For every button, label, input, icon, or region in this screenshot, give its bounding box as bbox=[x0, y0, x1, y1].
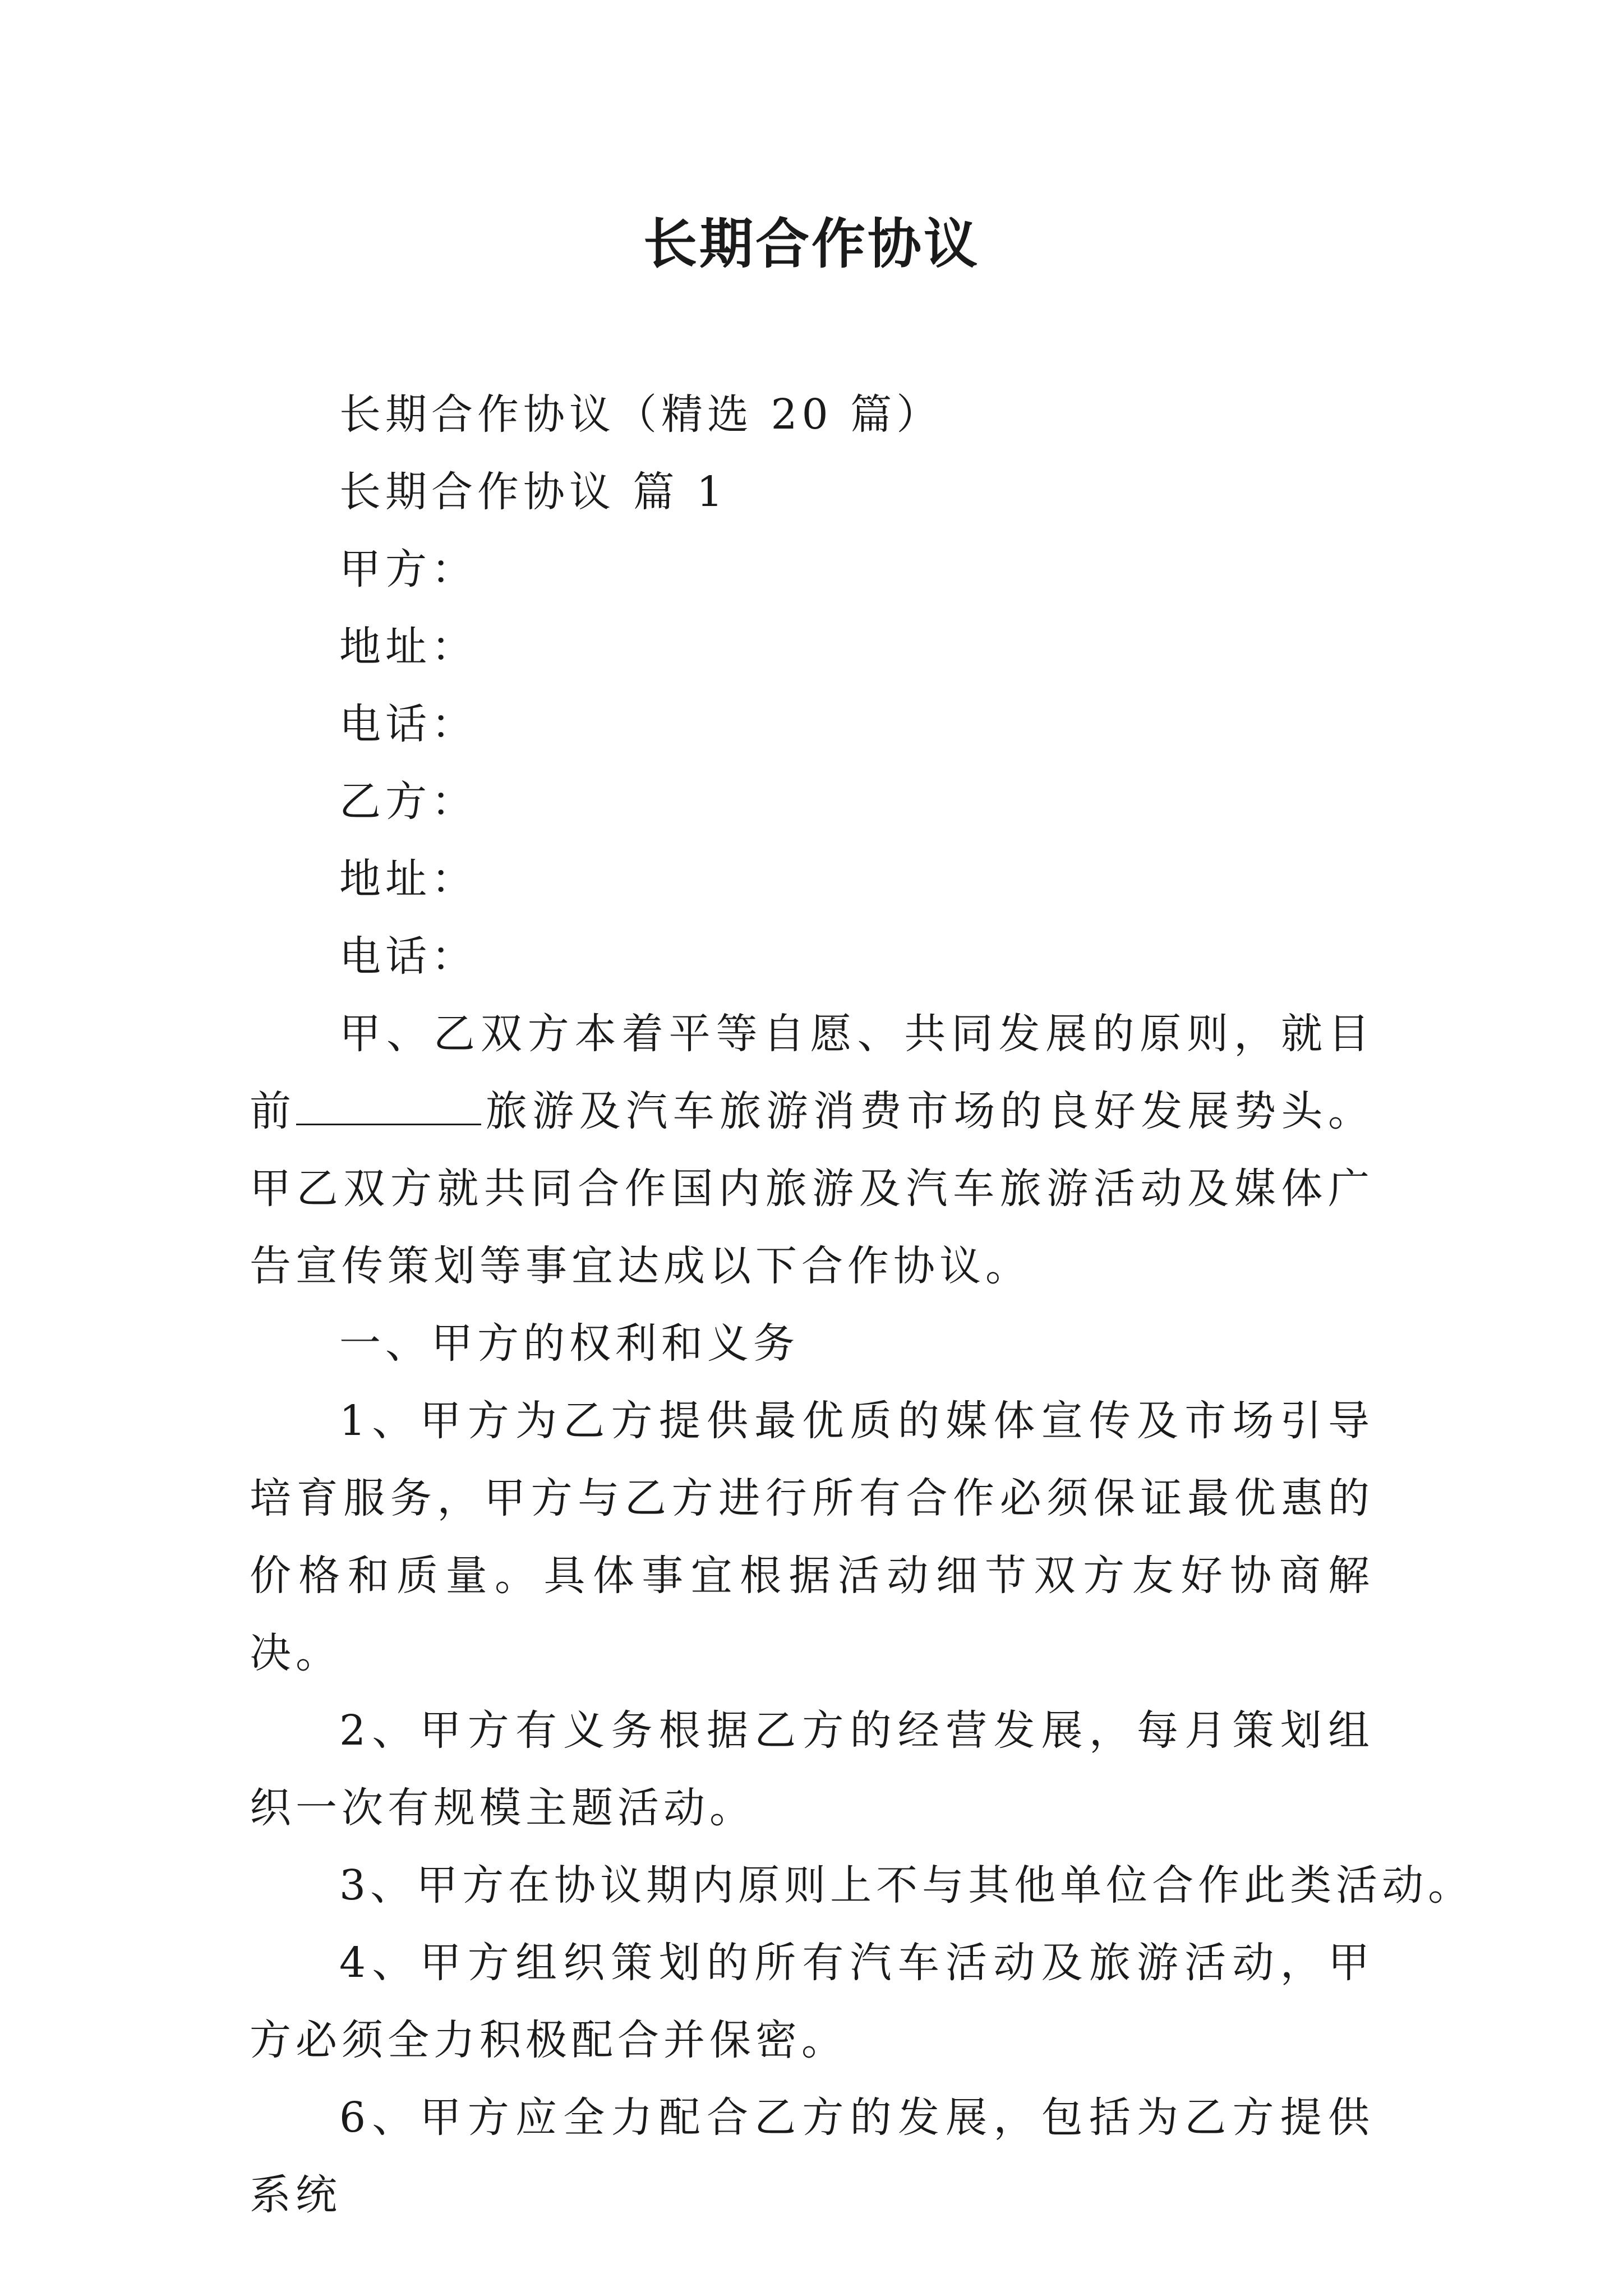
clause-3: 3、甲方在协议期内原则上不与其他单位合作此类活动。 bbox=[339, 1861, 1474, 1910]
clause-1: 1、甲方为乙方提供最优质的媒体宣传及市场引导培育服务，甲方与乙方进行所有合作必须保证最优惠的价格和质量。具体事宜根据活动细节双方友好协商解决。 bbox=[250, 1397, 1374, 1677]
document-body bbox=[250, 376, 1474, 2234]
party-a-phone-label: 电话： bbox=[339, 700, 477, 748]
intro-paragraph-rest: 旅游及汽车旅游消费市场的良好发展势头。甲乙双方就共同合作国内旅游及汽车旅游活动及媒体广告宣传策划等事宜达成以下合作协议。 bbox=[250, 1087, 1375, 1290]
party-a-address-label: 地址： bbox=[339, 623, 477, 671]
party-b-phone-label: 电话： bbox=[339, 932, 477, 981]
intro-paragraph bbox=[250, 995, 1374, 1305]
chapter-heading: 长期合作协议 篇 1 bbox=[339, 468, 728, 516]
party-b-label: 乙方： bbox=[339, 777, 477, 826]
clause-2: 2、甲方有义务根据乙方的经营发展，每月策划组织一次有规模主题活动。 bbox=[250, 1706, 1374, 1832]
section-heading: 一、甲方的权利和义务 bbox=[339, 1319, 799, 1368]
party-b-address-label: 地址： bbox=[339, 855, 477, 903]
blank-underline bbox=[296, 1090, 481, 1125]
clause-4: 4、甲方组织策划的所有汽车活动及旅游活动，甲方必须全力积极配合并保密。 bbox=[250, 1939, 1374, 2064]
document-title: 长期合作协议 bbox=[643, 212, 980, 275]
intro-paragraph-start: 甲、乙双方本着平等自愿、共同发展的原则，就目前 bbox=[250, 1010, 1374, 1135]
subtitle-line: 长期合作协议（精选 20 篇） bbox=[339, 390, 943, 439]
clause-6: 6、甲方应全力配合乙方的发展，包括为乙方提供系统 bbox=[250, 2093, 1374, 2219]
party-a-label: 甲方： bbox=[339, 545, 477, 593]
